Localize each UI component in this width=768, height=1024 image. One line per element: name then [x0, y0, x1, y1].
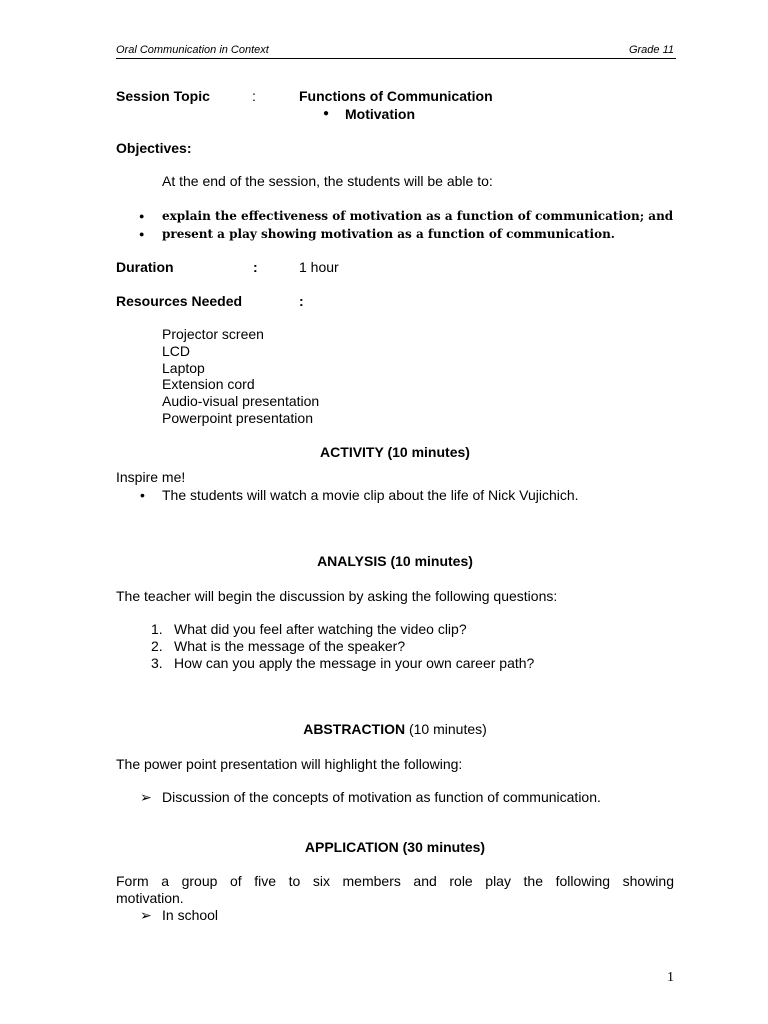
list-item: Extension cord [162, 376, 255, 393]
resources-colon: : [299, 293, 304, 309]
application-text: Form a group of five to six members and role play the following showing motivation. [116, 873, 674, 906]
objective-bullet-1: ● [139, 211, 145, 221]
duration-value: 1 hour [299, 259, 339, 275]
arrow-bullet-icon: ➢ [140, 789, 152, 805]
analysis-questions [151, 621, 534, 671]
list-item: 2. What is the message of the speaker? [151, 637, 406, 654]
abstraction-item: Discussion of the concepts of motivation as function of communication. [162, 789, 601, 805]
arrow-bullet-icon: ➢ [140, 907, 152, 923]
header-rule [116, 58, 676, 59]
list-item: LCD [162, 342, 191, 359]
abstraction-heading: ABSTRACTION (10 minutes) [303, 721, 487, 737]
application-item: In school [162, 907, 219, 923]
objective-item-1: explain the effectiveness of motivation as a function of communication; and [162, 209, 674, 223]
abstraction-intro: The power point presentation will highlight the following: [116, 756, 463, 772]
header-grade: Grade 11 [628, 44, 674, 56]
objective-bullet-2: ● [139, 229, 145, 239]
resources-label: Resources Needed [116, 293, 243, 309]
duration-colon: : [253, 259, 258, 275]
list-item: Audio-visual presentation [162, 393, 320, 410]
session-topic-title: Functions of Communication [299, 88, 493, 104]
application-heading: APPLICATION (30 minutes) [304, 839, 486, 855]
list-item: Projector screen [162, 326, 264, 342]
objective-item-2: present a play showing motivation as a function of communication. [162, 227, 615, 241]
objectives-intro: At the end of the session, the students will be able to: [162, 173, 493, 189]
list-item: 1. What did you feel after watching the video clip? [151, 621, 467, 637]
session-sub-item: Motivation [345, 106, 415, 122]
analysis-intro: The teacher will begin the discussion by asking the following questions: [116, 588, 558, 604]
duration-label: Duration [116, 259, 174, 275]
session-topic-label: Session Topic [116, 88, 210, 104]
list-item: Laptop [162, 359, 205, 376]
page-number: 1 [667, 970, 674, 985]
activity-bullet: • [140, 487, 145, 503]
objectives-heading: Objectives: [116, 140, 192, 156]
list-item: 3. How can you apply the message in your own career path? [151, 654, 535, 671]
resources-list [162, 326, 319, 427]
activity-item: The students will watch a movie clip about the life of Nick Vujichich. [162, 487, 579, 503]
header-course-title: Oral Communication in Context [116, 44, 269, 56]
session-sub-bullet: ● [323, 108, 330, 119]
session-topic-colon: : [252, 88, 256, 104]
analysis-heading: ANALYSIS (10 minutes) [317, 553, 473, 569]
list-item: Powerpoint presentation [162, 409, 313, 426]
activity-intro: Inspire me! [116, 469, 186, 485]
activity-heading: ACTIVITY (10 minutes) [320, 444, 470, 460]
